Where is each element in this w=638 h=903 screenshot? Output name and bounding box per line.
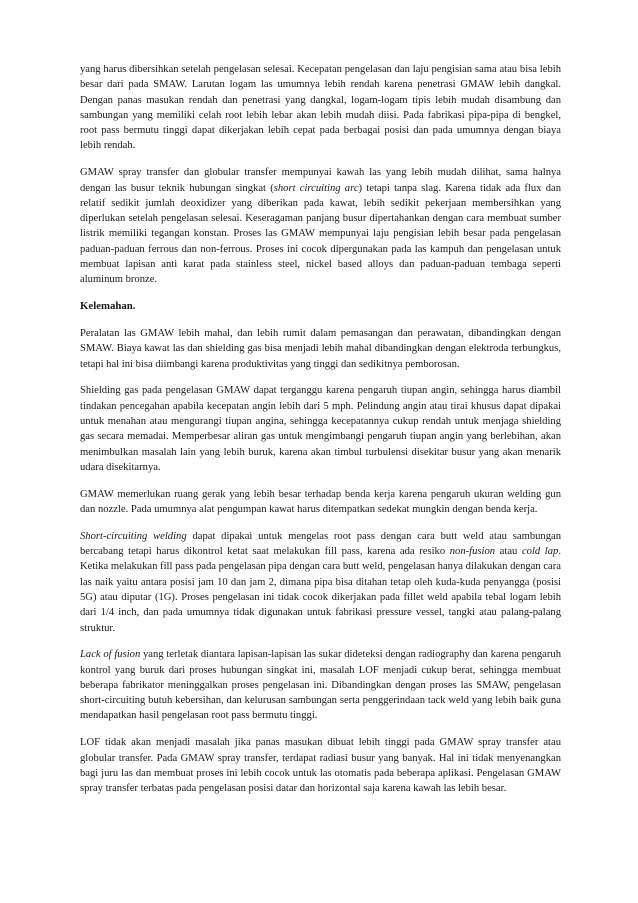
paragraph-2-italic: short circuiting arc <box>273 182 359 194</box>
paragraph-8: LOF tidak akan menjadi masalah jika panas masukan dibuat lebih tinggi pada GMAW spray transfer atau globular transfer. Pada GMAW spray transfer, terdapat radiasi busur yang banyak. Hal ini tidak menyenangkan bagi juru las dan membuat proses ini lebih cocok untuk las otomatis pada beberapa aplikasi. Pengelasan GMAW spray transfer terbatas pada pengelasan posisi datar dan horizontal saja karena kawah las lebih besar. <box>80 737 561 795</box>
paragraph-6-italic-1: Short-circuiting welding <box>80 530 187 542</box>
paragraph-2-text-b: ) tetapi tanpa slag. Karena tidak ada flux dan relatif sedikit jumlah deoxidizer yang diberikan pada kawat, lebih sedikit pekerjaan membersihkan yang diperlukan setelah pengelasan selesai. Keseragaman panjang busur dipertahankan dengan cara membuat sumber listrik memiliki tegangan konstan. Proses las GMAW mempunyai laju pengisian lebih besar pada pengelasan paduan-paduan ferrous dan non-ferrous. Proses ini cocok dipergunakan pada las kampuh dan pengelasan untuk membuat lapisan anti karat pada stainless steel, nickel based alloys dan paduan-paduan tembaga seperti aluminum bronze. <box>80 182 561 286</box>
document-page <box>80 62 561 808</box>
paragraph-5: GMAW memerlukan ruang gerak yang lebih besar terhadap benda kerja karena pengaruh ukuran welding gun dan nozzle. Pada umumnya alat pengumpan kawat harus ditempatkan sedekat mungkin dengan benda kerja. <box>80 488 561 515</box>
paragraph-6-italic-2: non-fusion <box>449 546 496 558</box>
paragraph-2 <box>80 165 561 287</box>
paragraph-6 <box>80 529 561 636</box>
paragraph-3: Peralatan las GMAW lebih mahal, dan lebih rumit dalam pemasangan dan perawatan, dibandingkan dengan SMAW. Biaya kawat las dan shielding gas bisa menjadi lebih mahal dibandingkan dengan elektroda terbungkus, tetapi hal ini bisa diimbangi karena produktivitas yang tinggi dan sedikitnya pemborosan. <box>80 327 561 370</box>
paragraph-2-text-a: GMAW spray transfer dan globular transfer mempunyai kawah las yang lebih mudah dilihat, sama halnya dengan las busur teknik hubungan singkat ( <box>80 167 561 194</box>
paragraph-4: Shielding gas pada pengelasan GMAW dapat terganggu karena pengaruh tiupan angin, sehingga harus diambil tindakan pencegahan apabila kecepatan angin lebih dari 5 mph. Pelindung angin atau tirai khusus dapat dipakai untuk menahan atau mengurangi tiupan angina, sehingga kecepatannya cukup rendah untuk menjaga shielding gas secara memadai. Memperbesar aliran gas untuk mengimbangi pengaruh tiupan angin yang berlebihan, akan menimbulkan masalah lain yang lebih buruk, karena akan timbul turbulensi disekitar busur yang akan menarik udara disekitarnya. <box>80 385 561 473</box>
paragraph-6-text-b: atau <box>495 546 522 558</box>
paragraph-7-text: yang terletak diantara lapisan-lapisan las sukar dideteksi dengan radiography dan karena pengaruh kontrol yang buruk dari proses hubungan singkat ini, masalah LOF menjadi cukup berat, sehingga membuat beberapa fabrikator meninggalkan proses pengelasan ini. Dibandingkan dengan proses las SMAW, pengelasan short-circuiting butuh kebersihan, dan kelurusan sambungan serta penggerindaan tack weld yang lebih baik guna mendapatkan hasil pengelasan root pass bermutu tinggi. <box>80 649 562 722</box>
paragraph-7-italic: Lack of fusion <box>80 649 141 661</box>
paragraph-6-text-a: dapat dipakai untuk mengelas root pass dengan cara butt weld atau sambungan bercabang tetapi harus dikontrol ketat saat melakukan fill pass, karena ada resiko <box>80 530 562 558</box>
paragraph-1: yang harus dibersihkan setelah pengelasan selesai. Kecepatan pengelasan dan laju pengisian sama atau bisa lebih besar dari pada SMAW. Larutan logam las umumnya lebih rendah karena penetrasi GMAW lebih dangkal. Dengan panas masukan rendah dan penetrasi yang dangkal, logam-logam tipis lebih mudah disambung dan sambungan yang memiliki celah root lebih lebar akan lebih mudah diisi. Pada fabrikasi pipa-pipa di bengkel, root pass bermutu tinggi dapat dikerjakan lebih cepat pada berbagai posisi dan pada umumnya dengan biaya lebih rendah. <box>80 64 561 152</box>
section-heading: Kelemahan. <box>80 300 136 313</box>
paragraph-6-text-c: . Ketika melakukan fill pass pada pengelasan pipa dengan cara butt weld, pengelasan hanya dilakukan dengan cara las naik yaitu antara posisi jam 10 dan jam 2, dimana pipa bisa ditahan tetap oleh kuda-kuda penyangga (posisi 5G) atau diputar (1G). Proses pengelasan ini tidak cocok dikerjakan pada fillet weld apabila tebal logam lebih dari 1/4 inch, dan pada umumnya tidak digunakan untuk fabrikasi pressure vessel, tangki atau palang-palang struktur. <box>80 546 561 634</box>
paragraph-6-italic-3: cold lap <box>521 546 559 558</box>
paragraph-7 <box>80 647 561 723</box>
